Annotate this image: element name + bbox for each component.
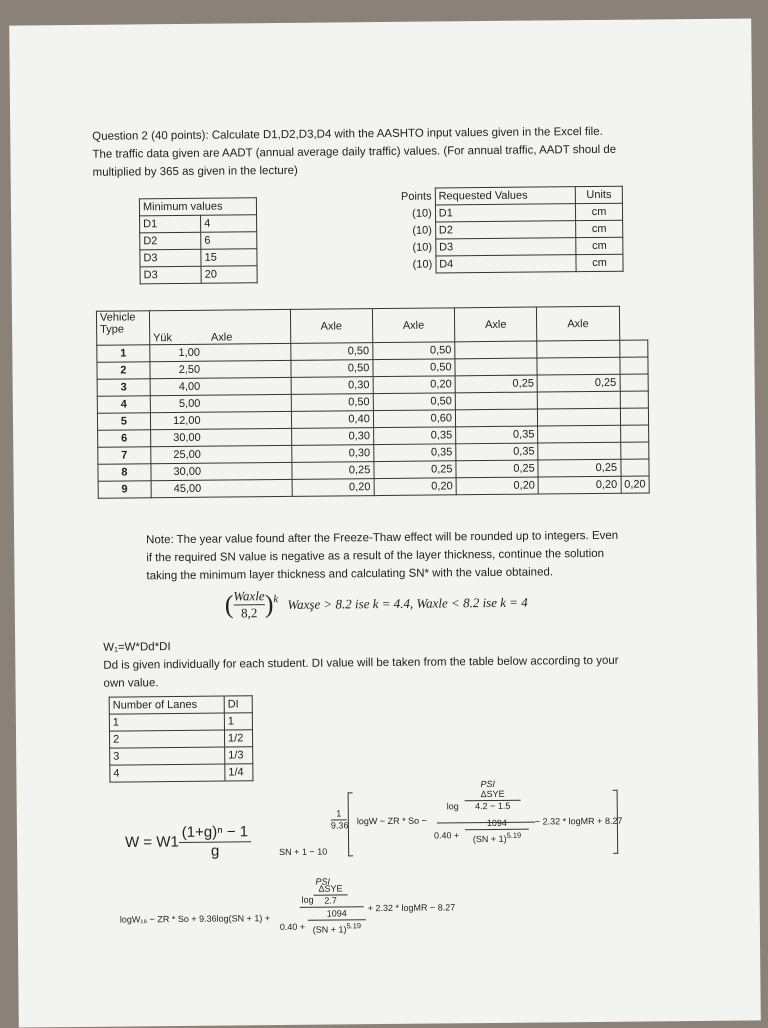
axle-cell: 0,25 bbox=[291, 462, 373, 480]
load-cell: 25,00 bbox=[151, 445, 292, 463]
table-row: (10) D3 cm bbox=[381, 237, 623, 256]
load-cell: 5,00 bbox=[150, 394, 291, 412]
load-cell: 45,00 bbox=[151, 479, 292, 497]
axle-cell: 0,50 bbox=[373, 359, 455, 377]
axle-cell bbox=[538, 391, 620, 409]
axle-cell: 0,50 bbox=[290, 343, 372, 361]
sn-right-bracket bbox=[613, 790, 619, 854]
vehicle-type-header: Vehicle Type bbox=[96, 311, 149, 346]
growth-denominator: g bbox=[210, 842, 220, 860]
sn-mid: logW − ZR * So − bbox=[356, 815, 427, 827]
axle-cell: 0,20 bbox=[374, 478, 456, 496]
table-row: 1 1 bbox=[109, 713, 252, 731]
sn-lhs: SN + 1 − 10 bbox=[279, 846, 328, 858]
axle-cell: 0,35 bbox=[456, 443, 538, 461]
growth-numerator: (1+g)ⁿ − 1 bbox=[179, 823, 252, 843]
load-cell: 30,00 bbox=[150, 428, 291, 446]
table-row: D3 15 bbox=[140, 249, 257, 267]
minimum-values-table bbox=[139, 197, 258, 284]
vehicle-type-cell: 8 bbox=[98, 464, 151, 482]
axle-cell bbox=[620, 442, 649, 459]
axle-cell bbox=[620, 459, 649, 476]
growth-lhs: W = W1 bbox=[124, 833, 179, 852]
axle-formula-numerator: Waxle bbox=[233, 588, 265, 604]
vehicle-type-cell: 9 bbox=[98, 481, 151, 499]
log-log-frac: ΔSYE 2.7 bbox=[313, 883, 347, 906]
load-cell: 1,00 bbox=[150, 343, 291, 361]
w1-formula: W₁=W*Dd*DI bbox=[103, 641, 171, 654]
table-row: (10) D1 cm bbox=[381, 203, 623, 222]
axle-cell: 0,50 bbox=[290, 360, 372, 378]
question-line-2: The traffic data given are AADT (annual average daily traffic) values. (For annual traffic, AADT shoul de bbox=[92, 143, 617, 161]
axle-cell: 0,50 bbox=[373, 342, 455, 360]
axle-cell: 0,25 bbox=[455, 375, 537, 393]
axle-cell bbox=[619, 357, 648, 374]
axle-cell: 0,25 bbox=[374, 461, 456, 479]
vehicle-type-cell: 1 bbox=[97, 345, 150, 363]
log-tail: + 2.32 * logMR − 8.27 bbox=[367, 902, 456, 914]
note-line-3: taking the minimum layer thickness and calculating SN* with the value obtained. bbox=[146, 566, 554, 583]
axle-cell: 0,50 bbox=[291, 394, 373, 412]
axle-cell: 0,25 bbox=[537, 374, 619, 392]
axle-cell: 0,60 bbox=[373, 410, 455, 428]
log-log: log bbox=[301, 894, 314, 905]
lanes-table bbox=[109, 695, 254, 782]
axle-header-1: Axle bbox=[208, 309, 291, 344]
axle-cell bbox=[620, 408, 649, 425]
axle-cell bbox=[619, 340, 648, 357]
axle-cell bbox=[620, 374, 649, 391]
axle-cell bbox=[455, 392, 537, 410]
requested-values-table bbox=[381, 186, 624, 274]
di-header: DI bbox=[224, 696, 252, 713]
units-header: Units bbox=[575, 186, 622, 203]
min-table-header: Minimum values bbox=[139, 198, 256, 216]
table-row: 2 1/2 bbox=[109, 730, 252, 748]
load-cell: 12,00 bbox=[150, 411, 291, 429]
axle-cell bbox=[538, 425, 620, 443]
axle-cell bbox=[620, 391, 649, 408]
paper-sheet bbox=[9, 18, 761, 1027]
note-line-2: if the required SN value is negative as a result of the layer thickness, continue the solution bbox=[146, 547, 605, 565]
axle-cell: 0,30 bbox=[291, 428, 373, 446]
sn-psi: PSI bbox=[480, 778, 496, 790]
axle-cell bbox=[455, 341, 537, 359]
table-row: (10) D2 cm bbox=[381, 220, 623, 239]
axle-cell bbox=[538, 442, 620, 460]
axle-cell: 0,20 bbox=[373, 376, 455, 394]
sn-den-frac: 1094 (SN + 1)$^{5.19}$ bbox=[465, 818, 529, 846]
axle-cell bbox=[455, 358, 537, 376]
axle-cell: 0,35 bbox=[373, 427, 455, 445]
axle-formula-denominator: 8,2 bbox=[240, 605, 258, 621]
axle-cell bbox=[455, 409, 537, 427]
sn-log-frac: ΔSYE 4.2 − 1.5 bbox=[465, 789, 521, 813]
axle-cell bbox=[537, 340, 619, 358]
vehicle-type-cell: 2 bbox=[97, 362, 150, 380]
vehicle-type-cell: 7 bbox=[98, 447, 151, 465]
w1-text-2: own value. bbox=[103, 677, 159, 690]
load-cell: 2,50 bbox=[150, 360, 291, 378]
w1-text-1: Dd is given individually for each student. DI value will be taken from the table below according to your bbox=[103, 654, 619, 672]
lanes-header: Number of Lanes bbox=[109, 696, 224, 714]
axle-formula-condition: Waxşe > 8.2 ise k = 4.4, Waxle < 8.2 ise k = 4 bbox=[287, 594, 528, 612]
sn-left-bracket bbox=[348, 792, 354, 856]
vehicle-axle-table bbox=[96, 305, 650, 498]
axle-factor-formula: ( Waxle 8,2 )$^k$ Waxşe > 8.2 ise k = 4.4, Waxle < 8.2 ise k = 4 bbox=[224, 588, 528, 621]
table-row: 3 1/3 bbox=[110, 747, 253, 765]
note-line-1: Note: The year value found after the Freeze-Thaw effect will be rounded up to integers. Even bbox=[146, 529, 619, 547]
axle-cell: 0,20 bbox=[292, 479, 374, 497]
axle-cell: 0,20 bbox=[621, 476, 650, 493]
axle-cell: 0,20 bbox=[538, 476, 620, 494]
table-row: (10) D4 cm bbox=[381, 254, 623, 273]
axle-header-5: Axle bbox=[537, 306, 620, 341]
log-den-a: 0.40 + bbox=[279, 921, 306, 933]
sn-frac: 1 9.36 bbox=[330, 808, 349, 831]
axle-cell: 0,40 bbox=[291, 411, 373, 429]
table-row: D1 4 bbox=[140, 215, 257, 233]
load-header: Yük bbox=[149, 310, 208, 345]
log-lhs: logW₁₈ − ZR * So + 9.36log(SN + 1) + bbox=[119, 913, 271, 925]
log-psi: PSI bbox=[315, 876, 331, 887]
log-den-frac: 1094 (SN + 1)$^{5.19}$ bbox=[308, 908, 366, 936]
axle-cell: 0,20 bbox=[456, 477, 538, 495]
vehicle-type-cell: 6 bbox=[98, 430, 151, 448]
axle-header-4: Axle bbox=[454, 307, 537, 342]
load-cell: 30,00 bbox=[151, 462, 292, 480]
axle-header-2: Axle bbox=[290, 309, 373, 344]
axle-cell: 0,35 bbox=[456, 426, 538, 444]
axle-cell: 0,25 bbox=[456, 460, 538, 478]
requested-values-header: Requested Values bbox=[435, 187, 576, 205]
vehicle-type-cell: 5 bbox=[97, 413, 150, 431]
axle-cell: 0,25 bbox=[538, 459, 620, 477]
table-row: 4 1/4 bbox=[110, 764, 253, 782]
vehicle-type-cell: 4 bbox=[97, 396, 150, 414]
table-row: D2 6 bbox=[140, 232, 257, 250]
sn-den-a: 0.40 + bbox=[433, 830, 460, 841]
axle-cell: 0,30 bbox=[291, 377, 373, 395]
load-cell: 4,00 bbox=[150, 377, 291, 395]
axle-cell: 0,50 bbox=[373, 393, 455, 411]
growth-formula bbox=[125, 823, 251, 861]
axle-formula-exponent: k bbox=[273, 593, 279, 606]
points-header: Points bbox=[400, 190, 432, 203]
question-line-3: multiplied by 365 as given in the lecture) bbox=[92, 164, 298, 179]
axle-cell: 0,35 bbox=[374, 444, 456, 462]
question-line-1: Question 2 (40 points): Calculate D1,D2,D3,D4 with the AASHTO input values given in the Excel file. bbox=[92, 125, 603, 143]
axle-cell bbox=[620, 425, 649, 442]
sn-tail: − 2.32 * logMR + 8.27 bbox=[534, 815, 623, 827]
axle-cell bbox=[537, 357, 619, 375]
sn-log: log bbox=[446, 801, 459, 812]
axle-header-3: Axle bbox=[372, 308, 455, 343]
axle-cell bbox=[538, 408, 620, 426]
axle-cell: 0,30 bbox=[291, 445, 373, 463]
vehicle-type-cell: 3 bbox=[97, 379, 150, 397]
table-row: D3 20 bbox=[140, 266, 257, 284]
